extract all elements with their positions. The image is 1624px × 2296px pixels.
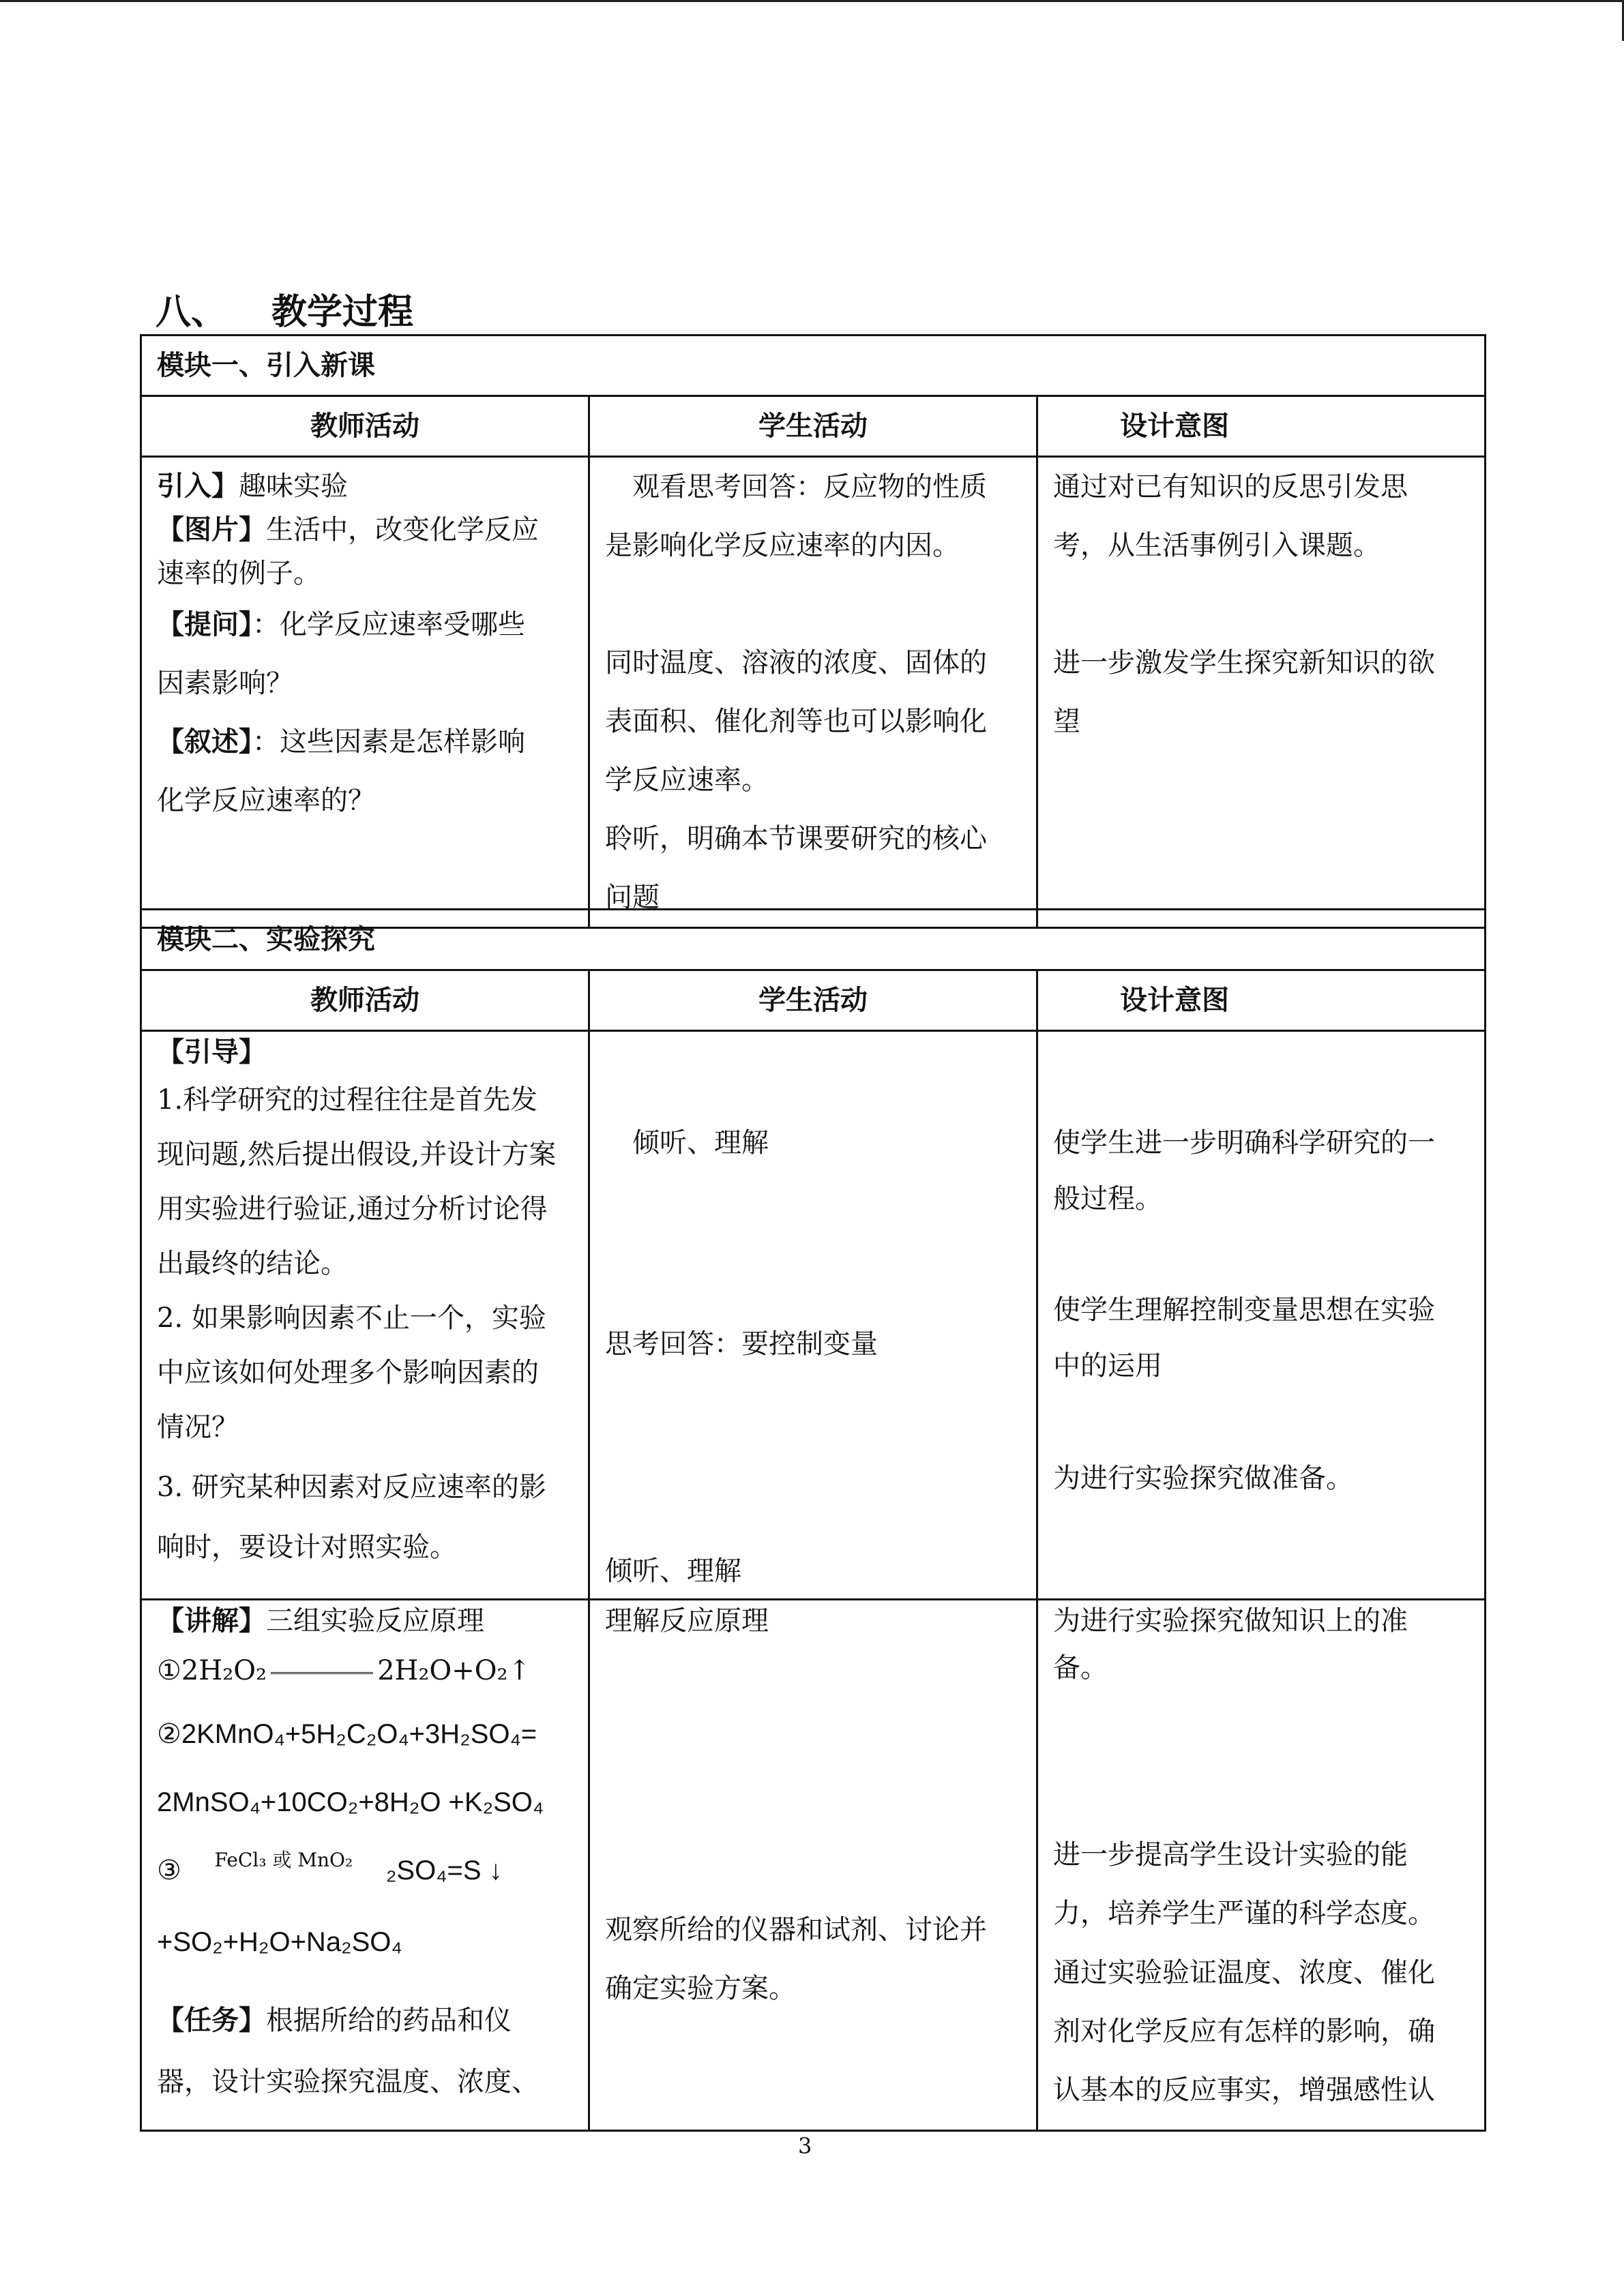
guide-design-text-1-2: 般过程。 bbox=[1053, 1183, 1162, 1214]
section-title: 教学过程 bbox=[271, 292, 414, 333]
module1-content-row bbox=[141, 457, 1486, 928]
student-text-6: 聆听，明确本节课要研究的核心 bbox=[605, 823, 987, 854]
intro-tag: 引入】 bbox=[157, 471, 239, 502]
guide-design-cell bbox=[1037, 1031, 1486, 1600]
task-line bbox=[157, 1980, 573, 2061]
explain-student-cell bbox=[589, 1600, 1037, 2131]
guide-text-3-1: 3. 研究某种因素对反应速率的影 bbox=[157, 1472, 546, 1503]
equation-1-left: ①2H₂O₂ bbox=[157, 1655, 267, 1686]
guide-text-1-2: 现问题,然后提出假设,并设计方案 bbox=[157, 1139, 557, 1170]
intro-line bbox=[157, 464, 573, 508]
module2-title: 模块二、实验探究 bbox=[141, 910, 1486, 970]
explain-design-text-3-2: 剂对化学反应有怎样的影响，确 bbox=[1053, 2016, 1435, 2047]
design-text-1: 通过对已有知识的反思引发思 bbox=[1053, 471, 1408, 503]
student-column-header: 学生活动 bbox=[589, 396, 1037, 457]
explain-design-text-2-1: 进一步提高学生设计实验的能 bbox=[1053, 1839, 1408, 1870]
student-text-4: 表面积、催化剂等也可以影响化 bbox=[605, 706, 987, 737]
explain-student-text-2-2: 确定实验方案。 bbox=[605, 1973, 796, 2004]
section-number: 八、 bbox=[156, 292, 227, 333]
section-heading bbox=[156, 283, 413, 334]
narrate-text-2: 化学反应速率的？ bbox=[157, 785, 375, 816]
module1-column-headers bbox=[141, 396, 1486, 457]
question-text-1: ：化学反应速率受哪些 bbox=[252, 609, 525, 640]
task-tag: 【任务】 bbox=[157, 2005, 266, 2036]
design-text-3: 进一步激发学生探究新知识的欲 bbox=[1053, 647, 1435, 679]
equation-3-number: ③ bbox=[157, 1855, 181, 1886]
explain-student-text-2-1: 观察所给的仪器和试剂、讨论并 bbox=[605, 1914, 987, 1945]
student-column-header-2: 学生活动 bbox=[589, 970, 1037, 1031]
student-text-7: 问题 bbox=[605, 882, 660, 913]
guide-design-text-2-2: 中的运用 bbox=[1053, 1350, 1162, 1382]
explain-student-text-1: 理解反应原理 bbox=[605, 1605, 769, 1637]
intro-text: 趣味实验 bbox=[239, 471, 348, 502]
guide-text-1-4: 出最终的结论。 bbox=[157, 1248, 348, 1279]
module2-explain-row bbox=[141, 1600, 1486, 2131]
guide-text-1-3: 用实验进行验证,通过分析讨论得 bbox=[157, 1193, 548, 1225]
guide-text-2-3: 情况？ bbox=[157, 1412, 239, 1443]
equation-3 bbox=[157, 1836, 573, 1905]
page-number: 3 bbox=[798, 2133, 812, 2159]
teacher-column-header-2: 教师活动 bbox=[141, 970, 589, 1031]
explain-design-text-1-2: 备。 bbox=[1053, 1652, 1108, 1684]
module1-teacher-cell bbox=[141, 457, 589, 928]
equation-2-line-2: 2MnSO₄+10CO₂+8H₂O +K₂SO₄ bbox=[157, 1787, 544, 1817]
student-text-2: 是影响化学反应速率的内因。 bbox=[605, 530, 960, 561]
design-text-4: 望 bbox=[1053, 706, 1080, 737]
picture-text-2: 速率的例子。 bbox=[157, 558, 321, 589]
equation-3-line-1: ₂SO₄=S ↓ bbox=[385, 1855, 503, 1885]
equation-3-catalyst: FeCl₃ 或 MnO₂ bbox=[214, 1849, 353, 1871]
narrate-line bbox=[157, 713, 573, 771]
question-line bbox=[157, 595, 573, 654]
explain-text: 三组实验反应原理 bbox=[266, 1605, 484, 1637]
student-text-3: 同时温度、溶液的浓度、固体的 bbox=[605, 647, 987, 679]
equation-1-right: 2H₂O+O₂↑ bbox=[377, 1655, 531, 1686]
guide-tag: 【引导】 bbox=[157, 1037, 266, 1068]
explain-tag: 【讲解】 bbox=[157, 1605, 266, 1637]
explain-design-text-1-1: 为进行实验探究做知识上的准 bbox=[1053, 1605, 1408, 1637]
guide-text-3-2: 响时，要设计对照实验。 bbox=[157, 1532, 457, 1563]
question-text-2: 因素影响？ bbox=[157, 668, 293, 699]
equation-1 bbox=[157, 1641, 573, 1700]
module2-table bbox=[140, 908, 1486, 2132]
module1-design-cell bbox=[1037, 457, 1486, 928]
explain-design-text-3-3: 认基本的反应事实，增强感性认 bbox=[1053, 2074, 1435, 2106]
picture-line bbox=[157, 508, 573, 552]
teacher-column-header: 教师活动 bbox=[141, 396, 589, 457]
guide-student-text-2: 思考回答：要控制变量 bbox=[605, 1328, 878, 1360]
explain-line bbox=[157, 1600, 573, 1641]
module2-title-row bbox=[141, 910, 1486, 970]
module2-guide-row bbox=[141, 1031, 1486, 1600]
guide-teacher-cell bbox=[141, 1031, 589, 1600]
explain-teacher-cell bbox=[141, 1600, 589, 2131]
guide-text-2-1: 2. 如果影响因素不止一个，实验 bbox=[157, 1302, 546, 1334]
module1-title-row bbox=[141, 336, 1486, 396]
guide-text-2-2: 中应该如何处理多个影响因素的 bbox=[157, 1357, 539, 1388]
equation-2-line-1: ②2KMnO₄+5H₂C₂O₄+3H₂SO₄= bbox=[157, 1719, 537, 1749]
guide-design-text-1-1: 使学生进一步明确科学研究的一 bbox=[1053, 1127, 1435, 1159]
module1-title: 模块一、引入新课 bbox=[141, 336, 1486, 396]
guide-text-1-1: 1.科学研究的过程往往是首先发 bbox=[157, 1084, 538, 1116]
equation-1-arrow bbox=[271, 1672, 373, 1674]
guide-student-cell bbox=[589, 1031, 1037, 1600]
guide-student-text-3: 倾听、理解 bbox=[605, 1555, 741, 1587]
design-text-2: 考，从生活事例引入课题。 bbox=[1053, 530, 1381, 561]
question-tag: 【提问】 bbox=[157, 609, 252, 640]
task-text-2: 器，设计实验探究温度、浓度、 bbox=[157, 2066, 539, 2098]
explain-design-text-3-1: 通过实验验证温度、浓度、催化 bbox=[1053, 1957, 1435, 1988]
picture-text-1: 生活中，改变化学反应 bbox=[266, 514, 539, 546]
module2-column-headers bbox=[141, 970, 1486, 1031]
narrate-tag: 【叙述】 bbox=[157, 726, 252, 758]
guide-design-text-2-1: 使学生理解控制变量思想在实验 bbox=[1053, 1294, 1435, 1326]
equation-3-line-2: +SO₂+H₂O+Na₂SO₄ bbox=[157, 1927, 402, 1957]
guide-student-text-1: 倾听、理解 bbox=[632, 1127, 769, 1159]
task-text-1: 根据所给的药品和仪 bbox=[266, 2005, 512, 2036]
guide-design-text-3: 为进行实验探究做准备。 bbox=[1053, 1463, 1353, 1494]
module1-table bbox=[140, 334, 1486, 929]
explain-design-cell bbox=[1037, 1600, 1486, 2131]
design-column-header-2: 设计意图 bbox=[1037, 970, 1486, 1031]
explain-design-text-2-2: 力，培养学生严谨的科学态度。 bbox=[1053, 1898, 1435, 1929]
module1-student-cell bbox=[589, 457, 1037, 928]
page-top-edge bbox=[0, 0, 1624, 2]
design-column-header: 设计意图 bbox=[1037, 396, 1486, 457]
picture-tag: 【图片】 bbox=[157, 514, 266, 546]
narrate-text-1: ：这些因素是怎样影响 bbox=[252, 726, 525, 758]
student-text-1: 观看思考回答：反应物的性质 bbox=[632, 471, 987, 503]
student-text-5: 学反应速率。 bbox=[605, 764, 769, 796]
